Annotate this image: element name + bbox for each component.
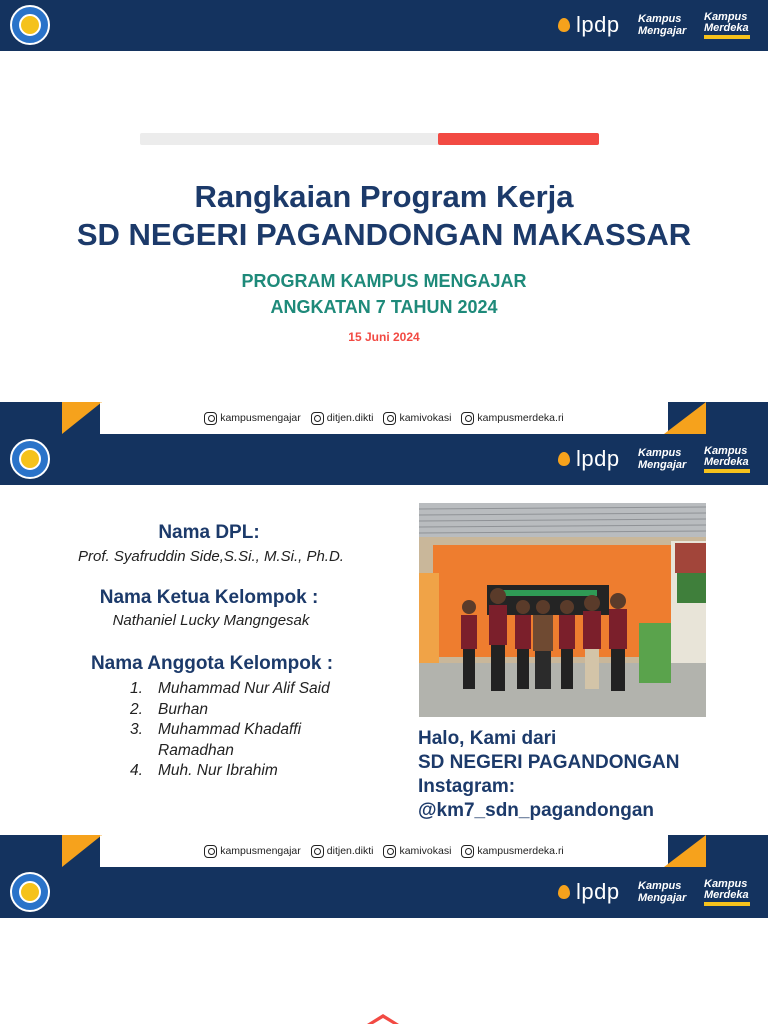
list-item: 1. Muhammad Nur Alif Said bbox=[130, 680, 330, 697]
kampus-mengajar-logo: Kampus Mengajar bbox=[638, 447, 687, 471]
lpdp-flame-icon bbox=[556, 450, 572, 468]
slide3-header bbox=[0, 867, 768, 918]
social-ditjen-dikti[interactable]: ditjen.dikti bbox=[311, 412, 374, 425]
halo-line3: Instagram: bbox=[418, 776, 516, 797]
halo-line1: Halo, Kami dari bbox=[418, 728, 557, 749]
slide2-footer bbox=[0, 835, 768, 867]
dpl-value: Prof. Syafruddin Side,S.Si., M.Si., Ph.D. bbox=[78, 548, 344, 565]
group-photo bbox=[419, 503, 706, 717]
lpdp-flame-icon bbox=[556, 883, 572, 901]
social-ditjen-dikti[interactable]: ditjen.dikti bbox=[311, 845, 374, 858]
lpdp-logo: lpdp bbox=[556, 877, 620, 907]
kampus-merdeka-logo: Kampus Merdeka bbox=[704, 10, 750, 40]
lpdp-logo: lpdp bbox=[556, 10, 620, 40]
kampus-merdeka-logo: Kampus Merdeka bbox=[704, 877, 750, 907]
kemdikbud-logo-icon bbox=[10, 872, 50, 912]
slide1-footer bbox=[0, 402, 768, 434]
kemdikbud-logo-icon bbox=[10, 5, 50, 45]
list-item: 3. Muhammad Khadaffi Ramadhan bbox=[130, 721, 302, 759]
halo-text bbox=[418, 727, 679, 823]
social-kampusmengajar[interactable]: kampusmengajar bbox=[204, 412, 301, 425]
instagram-icon bbox=[311, 412, 324, 425]
lpdp-flame-icon bbox=[556, 16, 572, 34]
slide1-title-line1: Rangkaian Program Kerja bbox=[194, 179, 574, 214]
instagram-icon bbox=[204, 412, 217, 425]
anggota-label: Nama Anggota Kelompok : bbox=[90, 653, 334, 674]
instagram-icon bbox=[461, 412, 474, 425]
instagram-icon bbox=[383, 412, 396, 425]
ketua-label: Nama Ketua Kelompok : bbox=[99, 587, 319, 608]
slide1-date: 15 Juni 2024 bbox=[348, 330, 420, 344]
instagram-icon bbox=[311, 845, 324, 858]
anggota-list bbox=[130, 679, 390, 782]
dpl-label: Nama DPL: bbox=[158, 522, 260, 543]
social-kampusmerdeka[interactable]: kampusmerdeka.ri bbox=[461, 412, 563, 425]
kampus-mengajar-logo: Kampus Mengajar bbox=[638, 880, 687, 904]
kemdikbud-logo-icon bbox=[10, 439, 50, 479]
social-kamivokasi[interactable]: kamivokasi bbox=[383, 412, 451, 425]
social-kamivokasi[interactable]: kamivokasi bbox=[383, 845, 451, 858]
slide1-title-line2: SD NEGERI PAGANDONGAN MAKASSAR bbox=[76, 217, 692, 252]
lpdp-logo: lpdp bbox=[556, 444, 620, 474]
slide1-subtitle-line1: PROGRAM KAMPUS MENGAJAR bbox=[241, 271, 527, 291]
ketua-value: Nathaniel Lucky Mangngesak bbox=[112, 612, 310, 629]
halo-line2: SD NEGERI PAGANDONGAN bbox=[418, 752, 680, 773]
instagram-icon bbox=[204, 845, 217, 858]
instagram-icon bbox=[383, 845, 396, 858]
instagram-handle[interactable]: @km7_sdn_pagandongan bbox=[418, 800, 655, 821]
slide1-header bbox=[0, 0, 768, 51]
social-kampusmerdeka[interactable]: kampusmerdeka.ri bbox=[461, 845, 563, 858]
progress-bar bbox=[140, 133, 599, 145]
slide2-header bbox=[0, 434, 768, 485]
kampus-mengajar-logo: Kampus Mengajar bbox=[638, 13, 687, 37]
kampus-merdeka-logo: Kampus Merdeka bbox=[704, 444, 750, 474]
list-item: 2. Burhan bbox=[130, 700, 208, 718]
slide3-decoration-icon bbox=[363, 1012, 403, 1024]
slide1-subtitle-line2: ANGKATAN 7 TAHUN 2024 bbox=[270, 297, 498, 317]
instagram-icon bbox=[461, 845, 474, 858]
progress-bar-fill bbox=[438, 133, 599, 145]
social-kampusmengajar[interactable]: kampusmengajar bbox=[204, 845, 301, 858]
list-item: 4. Muh. Nur Ibrahim bbox=[130, 762, 278, 779]
